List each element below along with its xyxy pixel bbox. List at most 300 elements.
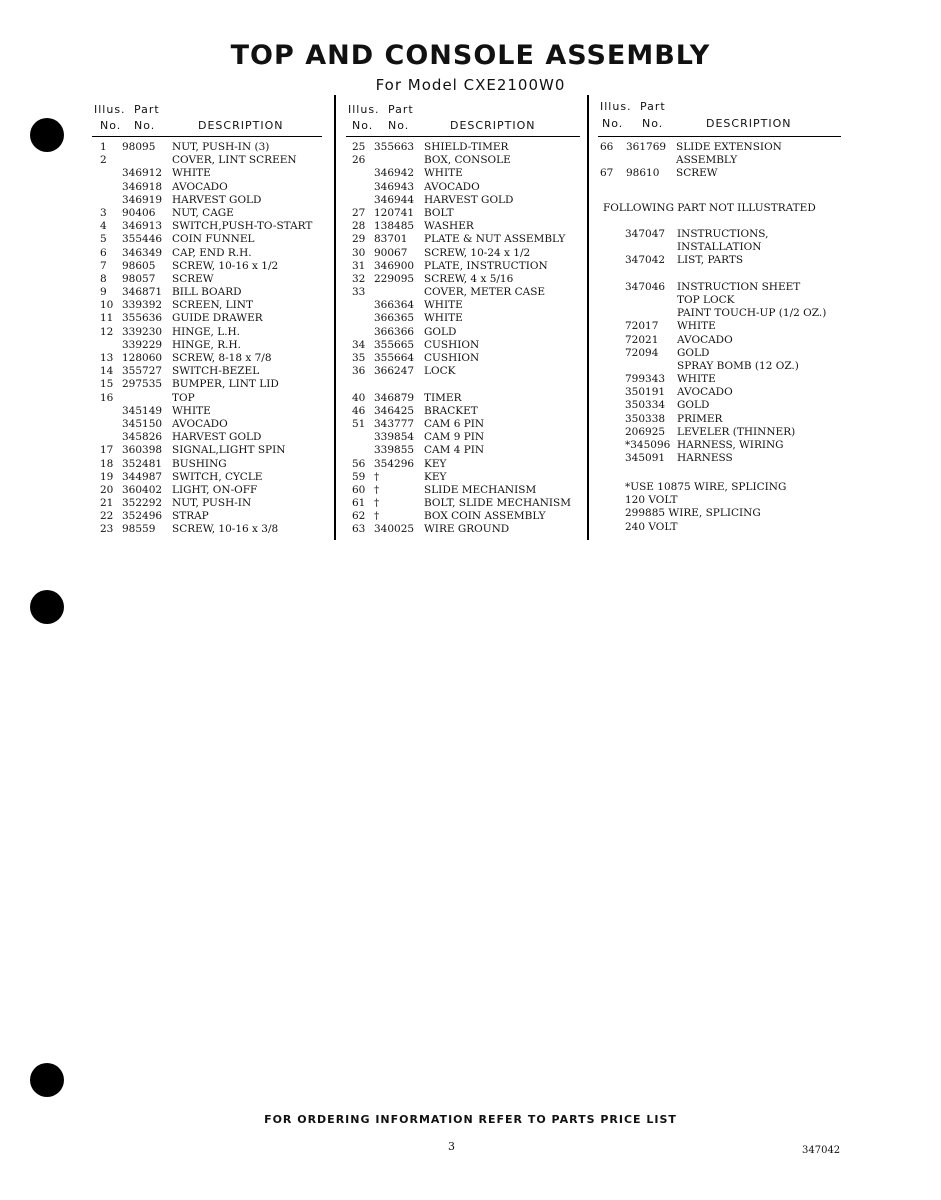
part-no: 339855 xyxy=(374,444,415,457)
illus-no: 66 xyxy=(600,141,614,153)
part-no: 346942 xyxy=(374,167,415,180)
part-description: SCREW, 10-24 x 1/2 xyxy=(424,246,531,259)
illus-no: 16 xyxy=(100,391,114,404)
part-label: Part xyxy=(388,103,414,116)
part-description: BUSHING xyxy=(172,457,227,470)
table-row xyxy=(346,194,580,207)
part-no: 360402 xyxy=(122,483,163,496)
illus-no: 10 xyxy=(100,299,114,312)
table-row xyxy=(92,207,322,220)
illus-no: 14 xyxy=(100,365,114,378)
part-description: WHITE xyxy=(424,312,463,325)
part-no: 90067 xyxy=(374,246,408,259)
table-row xyxy=(346,418,580,431)
parts-column-3 xyxy=(598,100,841,181)
part-label: Part xyxy=(640,100,666,113)
note-text: *USE 10875 WIRE, SPLICING xyxy=(625,481,787,493)
part-description: TOP xyxy=(172,391,195,404)
part-no: 72021 xyxy=(625,333,659,346)
table-row xyxy=(92,444,322,457)
not-illustrated-list xyxy=(625,228,855,465)
illus-label: Illus. xyxy=(600,100,632,113)
part-no: 352496 xyxy=(122,510,163,523)
part-description: GOLD xyxy=(677,346,710,359)
part-no: 350338 xyxy=(625,412,666,425)
illus-no: 56 xyxy=(352,457,366,470)
part-description: HINGE, L.H. xyxy=(172,325,241,338)
list-item xyxy=(625,268,855,281)
description-label: DESCRIPTION xyxy=(706,117,792,130)
part-description: GUIDE DRAWER xyxy=(172,312,263,325)
table-row xyxy=(92,260,322,273)
part-no: 366364 xyxy=(374,299,415,312)
part-no: 340025 xyxy=(374,523,415,536)
illus-no: 51 xyxy=(352,417,366,430)
part-no: 345149 xyxy=(122,404,163,417)
part-description: BILL BOARD xyxy=(172,286,242,299)
part-no: 347046 xyxy=(625,280,666,293)
illus-no: 33 xyxy=(352,286,366,299)
table-row xyxy=(346,392,580,405)
part-no: 347047 xyxy=(625,228,666,240)
description-label: DESCRIPTION xyxy=(198,119,284,132)
column-header xyxy=(346,100,580,137)
list-item xyxy=(625,241,855,254)
note-line xyxy=(625,521,855,534)
list-item xyxy=(625,373,855,386)
part-description: HARNESS, WIRING xyxy=(677,439,784,451)
table-row xyxy=(92,312,322,325)
part-description: HARVEST GOLD xyxy=(172,193,262,206)
part-no: 98057 xyxy=(122,272,156,285)
part-no: 354296 xyxy=(374,457,415,470)
part-description: SLIDE EXTENSION xyxy=(676,141,782,153)
table-row xyxy=(92,326,322,339)
table-row xyxy=(346,286,580,299)
table-row xyxy=(92,339,322,352)
table-row xyxy=(346,299,580,312)
illus-no: 8 xyxy=(100,272,107,285)
column-divider xyxy=(587,95,589,540)
part-no: 83701 xyxy=(374,233,408,246)
part-no: 346879 xyxy=(374,391,415,404)
illus-no: 46 xyxy=(352,404,366,417)
column-header xyxy=(598,100,841,137)
part-description: SCREW xyxy=(676,167,718,180)
part-no: 339854 xyxy=(374,431,415,444)
part-no: 297535 xyxy=(122,378,163,391)
part-description: AVOCADO xyxy=(424,180,480,193)
document-number: 347042 xyxy=(802,1145,841,1156)
part-no: † xyxy=(374,483,380,496)
table-row xyxy=(346,220,580,233)
part-no: 343777 xyxy=(374,417,415,430)
list-item xyxy=(625,413,855,426)
table-row xyxy=(92,352,322,365)
part-description: SIGNAL,LIGHT SPIN xyxy=(172,444,286,457)
note-text: 240 VOLT xyxy=(625,520,678,533)
part-description: WHITE xyxy=(172,404,211,417)
table-row xyxy=(346,273,580,286)
part-no: 98559 xyxy=(122,523,156,536)
illus-no: 20 xyxy=(100,483,114,496)
part-no: 90406 xyxy=(122,206,156,219)
note-text: 120 VOLT xyxy=(625,494,678,507)
no-label: No. xyxy=(602,117,624,130)
illus-no: 1 xyxy=(100,141,107,153)
list-item xyxy=(625,426,855,439)
illus-no: 2 xyxy=(100,154,107,167)
parts-column-1 xyxy=(92,100,322,537)
part-description: BRACKET xyxy=(424,404,478,417)
part-description: SLIDE MECHANISM xyxy=(424,483,537,496)
part-no: 206925 xyxy=(625,425,666,438)
table-row xyxy=(92,471,322,484)
illus-no: 23 xyxy=(100,523,114,536)
table-row xyxy=(346,471,580,484)
list-item xyxy=(625,399,855,412)
part-no: 98610 xyxy=(626,167,660,180)
part-description: LIST, PARTS xyxy=(677,254,744,267)
illus-no: 32 xyxy=(352,272,366,285)
illus-no: 36 xyxy=(352,365,366,378)
part-no: 72094 xyxy=(625,346,659,359)
part-description: NUT, CAGE xyxy=(172,206,234,219)
table-row xyxy=(346,154,580,167)
parts-list xyxy=(92,141,322,537)
part-no: 346943 xyxy=(374,180,415,193)
part-description: HARNESS xyxy=(677,452,733,465)
part-description: INSTRUCTION SHEET xyxy=(677,280,801,293)
part-description: TIMER xyxy=(424,391,462,404)
page-subtitle: For Model CXE2100W0 xyxy=(375,76,566,94)
part-no: 346900 xyxy=(374,259,415,272)
part-description: SHIELD-TIMER xyxy=(424,141,509,153)
no-label: No. xyxy=(134,119,156,132)
table-row xyxy=(346,378,580,391)
table-row xyxy=(92,523,322,536)
table-row xyxy=(346,167,580,180)
part-description: WHITE xyxy=(424,299,463,312)
part-description: SPRAY BOMB (12 OZ.) xyxy=(677,359,799,372)
part-no: 229095 xyxy=(374,272,415,285)
part-description: BOX COIN ASSEMBLY xyxy=(424,510,546,523)
part-description: SCREW, 10-16 x 3/8 xyxy=(172,523,279,536)
illus-no: 17 xyxy=(100,444,114,457)
table-row xyxy=(346,444,580,457)
column-header xyxy=(92,100,322,137)
table-row xyxy=(346,497,580,510)
illus-no: 62 xyxy=(352,510,366,523)
no-label: No. xyxy=(352,119,374,132)
part-description: INSTALLATION xyxy=(677,241,762,254)
illus-no: 15 xyxy=(100,378,114,391)
table-row xyxy=(346,510,580,523)
part-description: SCREEN, LINT xyxy=(172,299,253,312)
part-no: 128060 xyxy=(122,352,163,364)
footer-ordering-info: FOR ORDERING INFORMATION REFER TO PARTS PRICE LIST xyxy=(264,1113,677,1126)
part-no: 346871 xyxy=(122,286,163,299)
part-description: LIGHT, ON-OFF xyxy=(172,483,258,496)
part-description: TOP LOCK xyxy=(677,293,735,306)
table-row xyxy=(92,181,322,194)
list-item xyxy=(625,360,855,373)
table-row xyxy=(346,260,580,273)
part-no: 120741 xyxy=(374,206,415,219)
page-number: 3 xyxy=(448,1140,455,1153)
part-no: 355663 xyxy=(374,141,415,153)
part-description: CUSHION xyxy=(424,338,480,351)
note-line xyxy=(625,507,855,520)
part-no: 98605 xyxy=(122,259,156,272)
illus-no: 67 xyxy=(600,167,614,180)
binder-hole xyxy=(30,1063,64,1097)
no-label: No. xyxy=(100,119,122,132)
illus-label: Illus. xyxy=(348,103,380,116)
list-item xyxy=(625,334,855,347)
part-description: SWITCH-BEZEL xyxy=(172,365,260,378)
part-description: AVOCADO xyxy=(172,180,228,193)
table-row xyxy=(346,233,580,246)
part-description: HARVEST GOLD xyxy=(172,431,262,444)
illus-no: 40 xyxy=(352,391,366,404)
table-row xyxy=(92,247,322,260)
illus-no: 12 xyxy=(100,325,114,338)
illus-no: 30 xyxy=(352,246,366,259)
part-description: WHITE xyxy=(172,167,211,180)
part-description: SCREW xyxy=(172,272,214,285)
table-row xyxy=(92,233,322,246)
part-description: SCREW, 4 x 5/16 xyxy=(424,272,514,285)
part-description: NUT, PUSH-IN (3) xyxy=(172,141,270,153)
table-row xyxy=(92,141,322,154)
part-description: WIRE GROUND xyxy=(424,523,510,536)
part-no: † xyxy=(374,497,380,510)
part-no: 346912 xyxy=(122,167,163,180)
illus-no: 3 xyxy=(100,206,107,219)
illus-no: 29 xyxy=(352,233,366,246)
part-description: LEVELER (THINNER) xyxy=(677,425,796,438)
part-no: 350191 xyxy=(625,386,666,399)
part-description: BOX, CONSOLE xyxy=(424,154,511,167)
part-no: 346944 xyxy=(374,193,415,206)
part-no: 339392 xyxy=(122,299,163,312)
table-row xyxy=(92,273,322,286)
part-description: AVOCADO xyxy=(172,417,228,430)
table-row xyxy=(92,497,322,510)
part-no: 339229 xyxy=(122,338,163,351)
part-description: COIN FUNNEL xyxy=(172,233,255,246)
part-no: 346919 xyxy=(122,193,163,206)
table-row xyxy=(346,484,580,497)
binder-hole xyxy=(30,118,64,152)
no-label: No. xyxy=(388,119,410,132)
part-description: STRAP xyxy=(172,510,209,523)
part-no: 366247 xyxy=(374,365,415,378)
table-row xyxy=(92,510,322,523)
column-divider xyxy=(334,95,336,540)
part-no: 138485 xyxy=(374,220,415,233)
part-description: PAINT TOUCH-UP (1/2 OZ.) xyxy=(677,307,827,320)
part-description: CUSHION xyxy=(424,352,480,364)
table-row xyxy=(92,392,322,405)
part-no: 352481 xyxy=(122,457,163,470)
part-no: 355636 xyxy=(122,312,163,325)
following-note: FOLLOWING PART NOT ILLUSTRATED xyxy=(603,202,816,214)
list-item xyxy=(625,281,855,294)
part-no: 366365 xyxy=(374,312,415,325)
illus-label: Illus. xyxy=(94,103,126,116)
table-row xyxy=(92,484,322,497)
table-row xyxy=(92,194,322,207)
illus-no: 21 xyxy=(100,497,114,510)
table-row xyxy=(346,352,580,365)
table-row xyxy=(92,167,322,180)
list-item xyxy=(625,294,855,307)
part-description: PLATE, INSTRUCTION xyxy=(424,259,548,272)
part-description: COVER, METER CASE xyxy=(424,286,546,299)
list-item xyxy=(625,320,855,333)
no-label: No. xyxy=(642,117,664,130)
table-row xyxy=(92,405,322,418)
illus-no: 18 xyxy=(100,457,114,470)
part-description: PLATE & NUT ASSEMBLY xyxy=(424,233,566,246)
part-no: 346349 xyxy=(122,246,163,259)
table-row xyxy=(346,458,580,471)
part-description: HINGE, R.H. xyxy=(172,338,241,351)
illus-no: 60 xyxy=(352,483,366,496)
illus-no: 25 xyxy=(352,141,366,153)
table-row xyxy=(346,405,580,418)
list-item xyxy=(625,254,855,267)
binder-hole xyxy=(30,590,64,624)
page-title: TOP AND CONSOLE ASSEMBLY xyxy=(230,40,711,71)
part-description: WHITE xyxy=(424,167,463,180)
part-no: 339230 xyxy=(122,325,163,338)
part-description: AVOCADO xyxy=(677,386,733,399)
table-row xyxy=(346,326,580,339)
table-row xyxy=(92,365,322,378)
part-no: 344987 xyxy=(122,470,163,483)
part-no: 346918 xyxy=(122,180,163,193)
table-row xyxy=(346,207,580,220)
list-item xyxy=(625,439,855,452)
table-row xyxy=(92,154,322,167)
part-label: Part xyxy=(134,103,160,116)
illus-no: 9 xyxy=(100,286,107,299)
illus-no: 35 xyxy=(352,352,366,364)
table-row xyxy=(346,339,580,352)
part-no: 366366 xyxy=(374,325,415,338)
table-row xyxy=(346,247,580,260)
part-no: 355664 xyxy=(374,352,415,364)
part-description: WHITE xyxy=(677,373,716,386)
table-row xyxy=(346,365,580,378)
table-row xyxy=(92,418,322,431)
part-no: 345091 xyxy=(625,452,666,465)
table-row xyxy=(92,378,322,391)
part-no: 346913 xyxy=(122,220,163,233)
part-no: 350334 xyxy=(625,399,666,412)
list-item xyxy=(625,307,855,320)
table-row xyxy=(346,523,580,536)
note-text: 299885 WIRE, SPLICING xyxy=(625,507,761,520)
table-row xyxy=(92,431,322,444)
part-description: INSTRUCTIONS, xyxy=(677,228,769,240)
parts-list xyxy=(598,141,841,181)
parts-column-2 xyxy=(346,100,580,537)
illus-no: 63 xyxy=(352,523,366,536)
part-no: *345096 xyxy=(625,439,671,451)
part-description: KEY xyxy=(424,457,447,470)
part-no: 355665 xyxy=(374,338,415,351)
table-row xyxy=(346,141,580,154)
part-no: 355727 xyxy=(122,365,163,378)
part-description: ASSEMBLY xyxy=(676,154,738,167)
part-description: CAM 4 PIN xyxy=(424,444,485,457)
part-description: PRIMER xyxy=(677,412,723,425)
illus-no: 7 xyxy=(100,259,107,272)
illus-no: 6 xyxy=(100,246,107,259)
illus-no: 28 xyxy=(352,220,366,233)
note-line xyxy=(625,494,855,507)
part-no: 355446 xyxy=(122,233,163,246)
list-item xyxy=(625,386,855,399)
table-row xyxy=(346,312,580,325)
list-item xyxy=(625,452,855,465)
part-no: † xyxy=(374,510,380,523)
part-description: SCREW, 8-18 x 7/8 xyxy=(172,352,272,364)
part-description: GOLD xyxy=(677,399,710,412)
illus-no: 22 xyxy=(100,510,114,523)
part-description: BOLT, SLIDE MECHANISM xyxy=(424,497,571,510)
illus-no: 4 xyxy=(100,220,107,233)
part-description: COVER, LINT SCREEN xyxy=(172,154,297,167)
part-description: NUT, PUSH-IN xyxy=(172,497,252,510)
table-row xyxy=(92,299,322,312)
part-no: 345826 xyxy=(122,431,163,444)
part-no: 347042 xyxy=(625,254,666,267)
parts-list xyxy=(346,141,580,537)
illus-no: 13 xyxy=(100,352,114,364)
illus-no: 11 xyxy=(100,312,114,325)
illus-no: 31 xyxy=(352,259,366,272)
table-row xyxy=(598,141,841,154)
illus-no: 19 xyxy=(100,470,114,483)
illus-no: 27 xyxy=(352,206,366,219)
table-row xyxy=(346,181,580,194)
part-description: LOCK xyxy=(424,365,456,378)
part-description: SWITCH, CYCLE xyxy=(172,470,263,483)
part-description: AVOCADO xyxy=(677,333,733,346)
part-no: 98095 xyxy=(122,141,156,153)
part-description: SWITCH,PUSH-TO-START xyxy=(172,220,313,233)
part-description: HARVEST GOLD xyxy=(424,193,514,206)
illus-no: 26 xyxy=(352,154,366,167)
table-row xyxy=(598,154,841,167)
note-line xyxy=(625,481,855,494)
table-row xyxy=(92,220,322,233)
part-description: GOLD xyxy=(424,325,457,338)
part-no: 352292 xyxy=(122,497,163,510)
illus-no: 59 xyxy=(352,470,366,483)
illus-no: 5 xyxy=(100,233,107,246)
list-item xyxy=(625,228,855,241)
list-item xyxy=(625,347,855,360)
part-no: 360398 xyxy=(122,444,163,457)
part-description: WHITE xyxy=(677,320,716,333)
part-no: 72017 xyxy=(625,320,659,333)
